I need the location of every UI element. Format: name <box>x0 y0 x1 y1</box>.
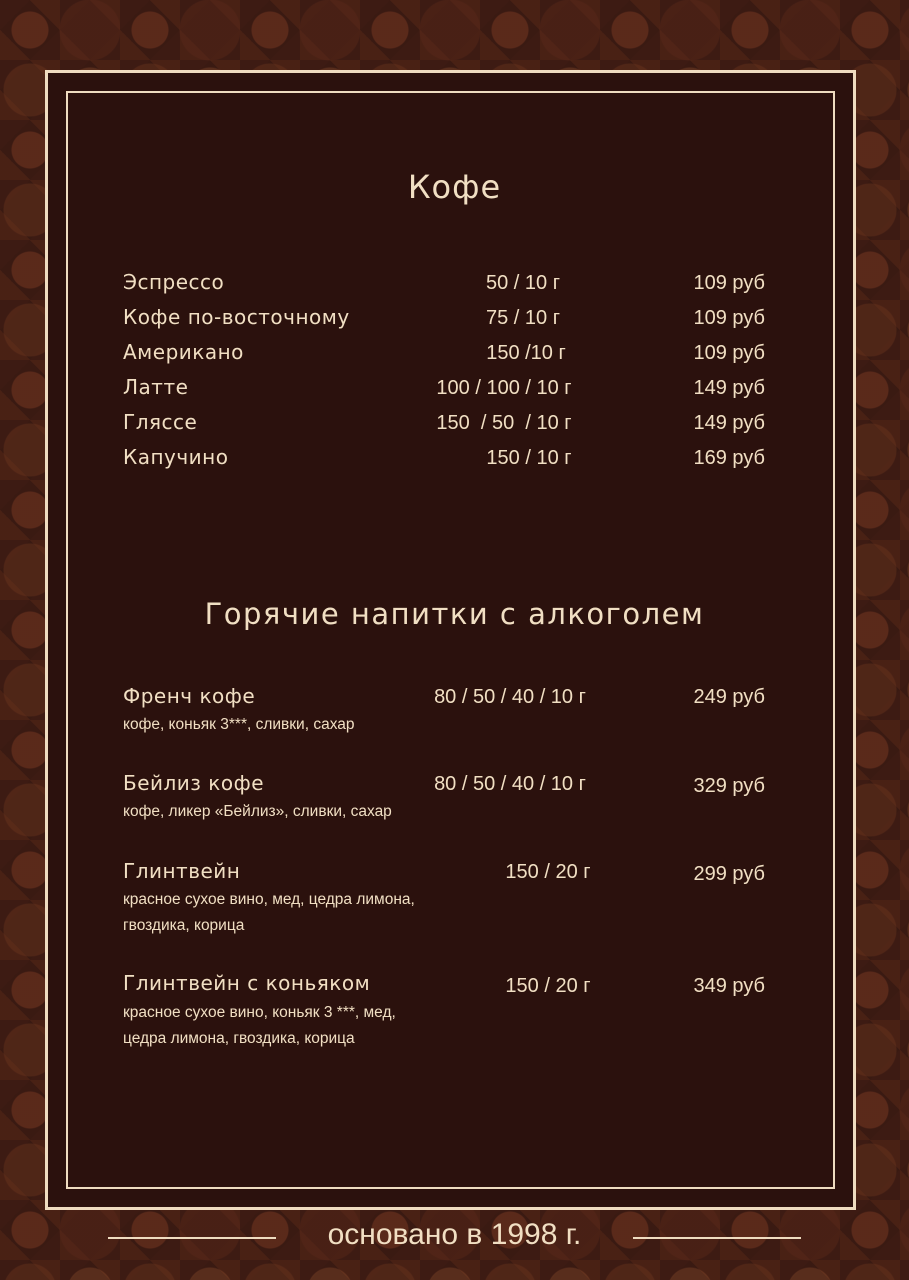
menu-item-price: 149 руб <box>693 377 765 399</box>
menu-item-portion: 150 /10 г <box>486 342 566 364</box>
menu-item-portion: 75 / 10 г <box>485 307 560 329</box>
menu-item-description <box>123 712 483 738</box>
menu-item-portion: 50 / 10 г <box>485 272 560 294</box>
section-title-hot-drinks: Горячие напитки с алкоголем <box>204 597 705 631</box>
menu-item-price: 299 руб <box>693 863 765 885</box>
menu-item-name: Бейлиз кофе <box>123 771 265 795</box>
menu-item-name: Американо <box>123 340 244 364</box>
menu-item-portion: 150 / 20 г <box>505 861 591 883</box>
menu-item-description-line: кофе, коньяк 3***, сливки, сахар <box>123 716 355 733</box>
menu-item-portion: 150 / 20 г <box>505 975 591 997</box>
menu-item-description-line: красное сухое вино, коньяк 3 ***, мед, <box>123 1004 396 1021</box>
menu-item-portion: 150 / 10 г <box>486 447 572 469</box>
menu-item-price: 169 руб <box>693 447 765 469</box>
menu-item-description-line: гвоздика, корица <box>123 917 245 934</box>
menu-item-price: 109 руб <box>693 307 765 329</box>
menu-item-description <box>123 887 483 939</box>
menu-item-name: Глинтвейн <box>123 859 241 883</box>
menu-item-name: Глинтвейн с коньяком <box>123 971 371 995</box>
section-title-coffee: Кофе <box>407 168 502 206</box>
footer-divider-right <box>633 1237 801 1239</box>
menu-item-price: 329 руб <box>693 775 765 797</box>
menu-item-name: Гляссе <box>123 410 198 434</box>
menu-item-price: 249 руб <box>693 686 765 708</box>
menu-item-description-line: цедра лимона, гвоздика, корица <box>123 1030 355 1047</box>
menu-item-portion: 150 / 50 / 10 г <box>436 412 572 434</box>
menu-item-price: 149 руб <box>693 412 765 434</box>
menu-item-description-line: красное сухое вино, мед, цедра лимона, <box>123 891 415 908</box>
menu-item-portion: 80 / 50 / 40 / 10 г <box>434 686 586 708</box>
menu-item-name: Капучино <box>123 445 229 469</box>
menu-item-description <box>123 1000 483 1052</box>
menu-item-portion: 100 / 100 / 10 г <box>436 377 572 399</box>
menu-item-price: 109 руб <box>693 342 765 364</box>
menu-item-description <box>123 799 483 825</box>
menu-item-price: 349 руб <box>693 975 765 997</box>
menu-item-name: Латте <box>123 375 189 399</box>
menu-item-portion: 80 / 50 / 40 / 10 г <box>434 773 586 795</box>
menu-item-description-line: кофе, ликер «Бейлиз», сливки, сахар <box>123 803 392 820</box>
menu-item-price: 109 руб <box>693 272 765 294</box>
menu-item-name: Френч кофе <box>123 684 256 708</box>
footer-founded-text: основано в 1998 г. <box>327 1218 582 1251</box>
menu-item-name: Эспрессо <box>123 270 225 294</box>
menu-item-name: Кофе по-восточному <box>123 305 350 329</box>
